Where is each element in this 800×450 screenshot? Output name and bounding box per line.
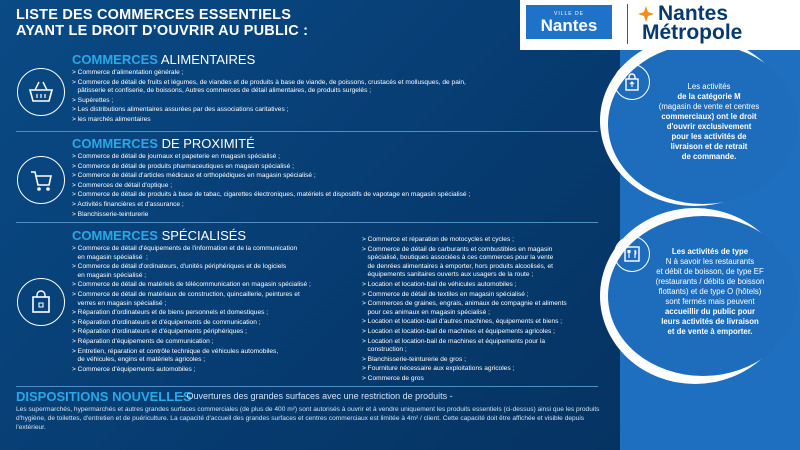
title-line-1: LISTE DES COMMERCES ESSENTIELS [16,7,292,23]
ville-small: VILLE DE [554,10,584,17]
list-item: > Commerce de détail de journaux et papeterie en magasin spécialisé ; [72,153,281,160]
metropole-star-icon [638,6,654,22]
divider [16,386,598,387]
m-line: d'ouvrir exclusivement [666,122,752,131]
list-item: > Réparation d'équipements de communication ; [72,337,214,345]
side-text-category-m [640,82,778,162]
list-item: > Entretien, réparation et contrôle technique de véhicules automobiles, [72,347,279,355]
m-line: (magasin de vente et centres [658,102,760,111]
rest-word: SPÉCIALISÉS [157,228,247,243]
list-item: > Commerce de détail de produits pharmaceutiques en magasin spécialisé ; [72,162,294,170]
list-item: en magasin spécialisé ; [72,253,148,261]
list-item: > Réparation d'ordinateurs et d'équipements de communication ; [72,318,261,326]
metro-line-1: Nantes [658,2,729,25]
section-alimentaires-title [72,53,255,67]
list-item: > Les distributions alimentaires assurées par des associations caritatives ; [72,106,289,114]
list-item: > Commerce de détail de fruits et légumes, de viandes et de produits à base de viande, de poissons, crustacés et mollusques, de pain, [72,78,466,86]
list-alimentaires [72,69,542,126]
list-item: > Réparation d'ordinateurs et de biens personnels et domestiques ; [72,309,269,317]
ville-big: Nantes [540,15,598,35]
list-item: spécialisé, boutiques associées à ces commerces pour la vente [362,254,554,262]
list-item: > Commerce de détail de produits à base de tabac, cigarettes électroniques, matériels et dispositifs de vapotage en magasin spécialisé ; [72,191,471,199]
list-item: > Location et location-bail de véhicules automobiles ; [362,280,517,288]
n-line: (restaurants / débits de boisson [655,277,765,286]
logo-bar [520,0,800,50]
dispositions-subtitle: - Ouvertures des grandes surfaces avec une restriction de produits - [181,391,453,401]
n-line: Les activités de type [671,247,749,256]
list-item: > Fourniture nécessaire aux exploitations agricoles ; [362,365,515,373]
list-item: en magasin spécialisé ; [72,271,147,279]
rest-word: ALIMENTAIRES [157,52,256,67]
shopping-cart-icon [17,156,65,204]
n-line: leurs activités de livraison [661,317,759,326]
n-line: et de vente à emporter. [667,327,753,336]
n-line: et débit de boisson, de type EF [656,267,764,276]
grocery-basket-icon [17,68,65,116]
list-item: > Location et location-bail de machines et équipements agricoles ; [362,327,555,335]
list-item: > Commerce de détail de matériaux de construction, quincaillerie, peintures et [72,290,300,298]
list-item: > Blanchisserie-teinturerie de gros ; [362,355,466,363]
n-line: flottants) et de type O (hôtels) [658,287,762,296]
logo-separator [627,4,628,44]
list-specialises-left [72,245,357,375]
list-item: de véhicules, engins et matériels agricoles ; [72,356,206,364]
metro-line-2: Métropole [642,21,743,44]
list-item: > Supérettes ; [72,96,114,104]
list-item: > Blanchisserie-teinturerie [72,210,149,218]
ville-de-nantes-logo [526,5,612,39]
list-item: > Commerce de gros [362,374,424,382]
list-item: > Commerce de détail de carburants et combustibles en magasin [362,245,553,253]
m-line: livraison et de retrait [670,142,748,151]
accent-word: COMMERCES [72,136,158,151]
list-item: > Commerce de détail d'ordinateurs, d'unités périphériques et de logiciels [72,263,287,271]
divider [16,222,598,223]
list-item: pour ces animaux en magasin spécialisé ; [362,308,490,316]
list-item: > Location et location-bail d'autres machines, équipements et biens ; [362,318,563,326]
list-item: > Commerce de détail d'articles médicaux et orthopédiques en magasin spécialisé ; [72,172,316,180]
shopping-bag-tag-icon [17,278,65,326]
accent-word: COMMERCES [72,228,158,243]
divider [16,131,598,132]
list-item: > Activités financières et d'assurance ; [72,200,184,208]
list-item: pâtisserie et confiserie, de boissons, Autres commerces de détail alimentaires, de produits surgelés ; [72,87,372,95]
nantes-metropole-logo [642,4,742,42]
m-line: Les activités [687,82,731,91]
list-item: construction ; [362,346,407,354]
list-item: équipements sanitaires ouverts aux usagers de la route ; [362,271,534,279]
list-item: > Commerces de graines, engrais, animaux de compagnie et aliments [362,300,567,308]
dispositions-title: DISPOSITIONS NOUVELLES [16,389,192,404]
page-title [16,7,308,39]
m-line: commerciaux) ont le droit [661,112,757,121]
list-item: > les marchés alimentaires [72,115,151,123]
list-item: > Commerce de détail d'équipements de l'information et de la communication [72,245,298,252]
n-line: N à savoir les restaurants [665,257,755,266]
side-text-type-n [640,247,780,337]
title-line-2: AYANT LE DROIT D’OUVRIR AU PUBLIC : [16,23,309,39]
list-item: > Réparation d'ordinateurs et d'équipements périphériques ; [72,328,247,336]
section-specialises-title [72,229,246,243]
m-line: pour les activités de [671,132,747,141]
list-item: > Commerce et réparation de motocycles et cycles ; [362,236,514,243]
list-specialises-right [362,236,602,385]
accent-word: COMMERCES [72,52,158,67]
rest-word: DE PROXIMITÉ [157,136,255,151]
m-line: de la catégorie M [677,92,741,101]
list-item: > Commerce de détail de textiles en magasin spécialisé ; [362,290,529,298]
m-line: de commande. [681,152,737,161]
list-item: > Location et location-bail de machines et équipements pour la [362,337,546,345]
list-item: verres en magasin spécialisé ; [72,299,167,307]
list-item: > Commerces de détail d'optique ; [72,181,173,189]
n-line: sont fermés mais peuvent [665,297,755,306]
list-item: de denrées alimentaires à emporter, hors produits alcoolisés, et [362,262,553,270]
section-proximite-title [72,137,255,151]
list-item: > Commerce d'alimentation générale ; [72,69,184,76]
list-item: > Commerce d'équipements automobiles ; [72,365,196,373]
n-line: accueillir du public pour [664,307,756,316]
list-item: > Commerce de détail de matériels de télécommunication en magasin spécialisé ; [72,281,311,289]
dispositions-text: Les supermarchés, hypermarchés et autres grandes surfaces commerciales (de plus de 400 m²) sont autorisés à ouvrir et à vendre uniquement les produits essentiels (ci-dessus) ainsi que les produits d'hygiène, de toilettes, d'entretien et de puériculture. La capacité d'accueil des grandes surfaces et centres commerciaux est limitée à 4m² / client. Cette capacité doit être affichée et visible depuis l'extérieur. [16,406,600,431]
list-proximite [72,153,592,220]
